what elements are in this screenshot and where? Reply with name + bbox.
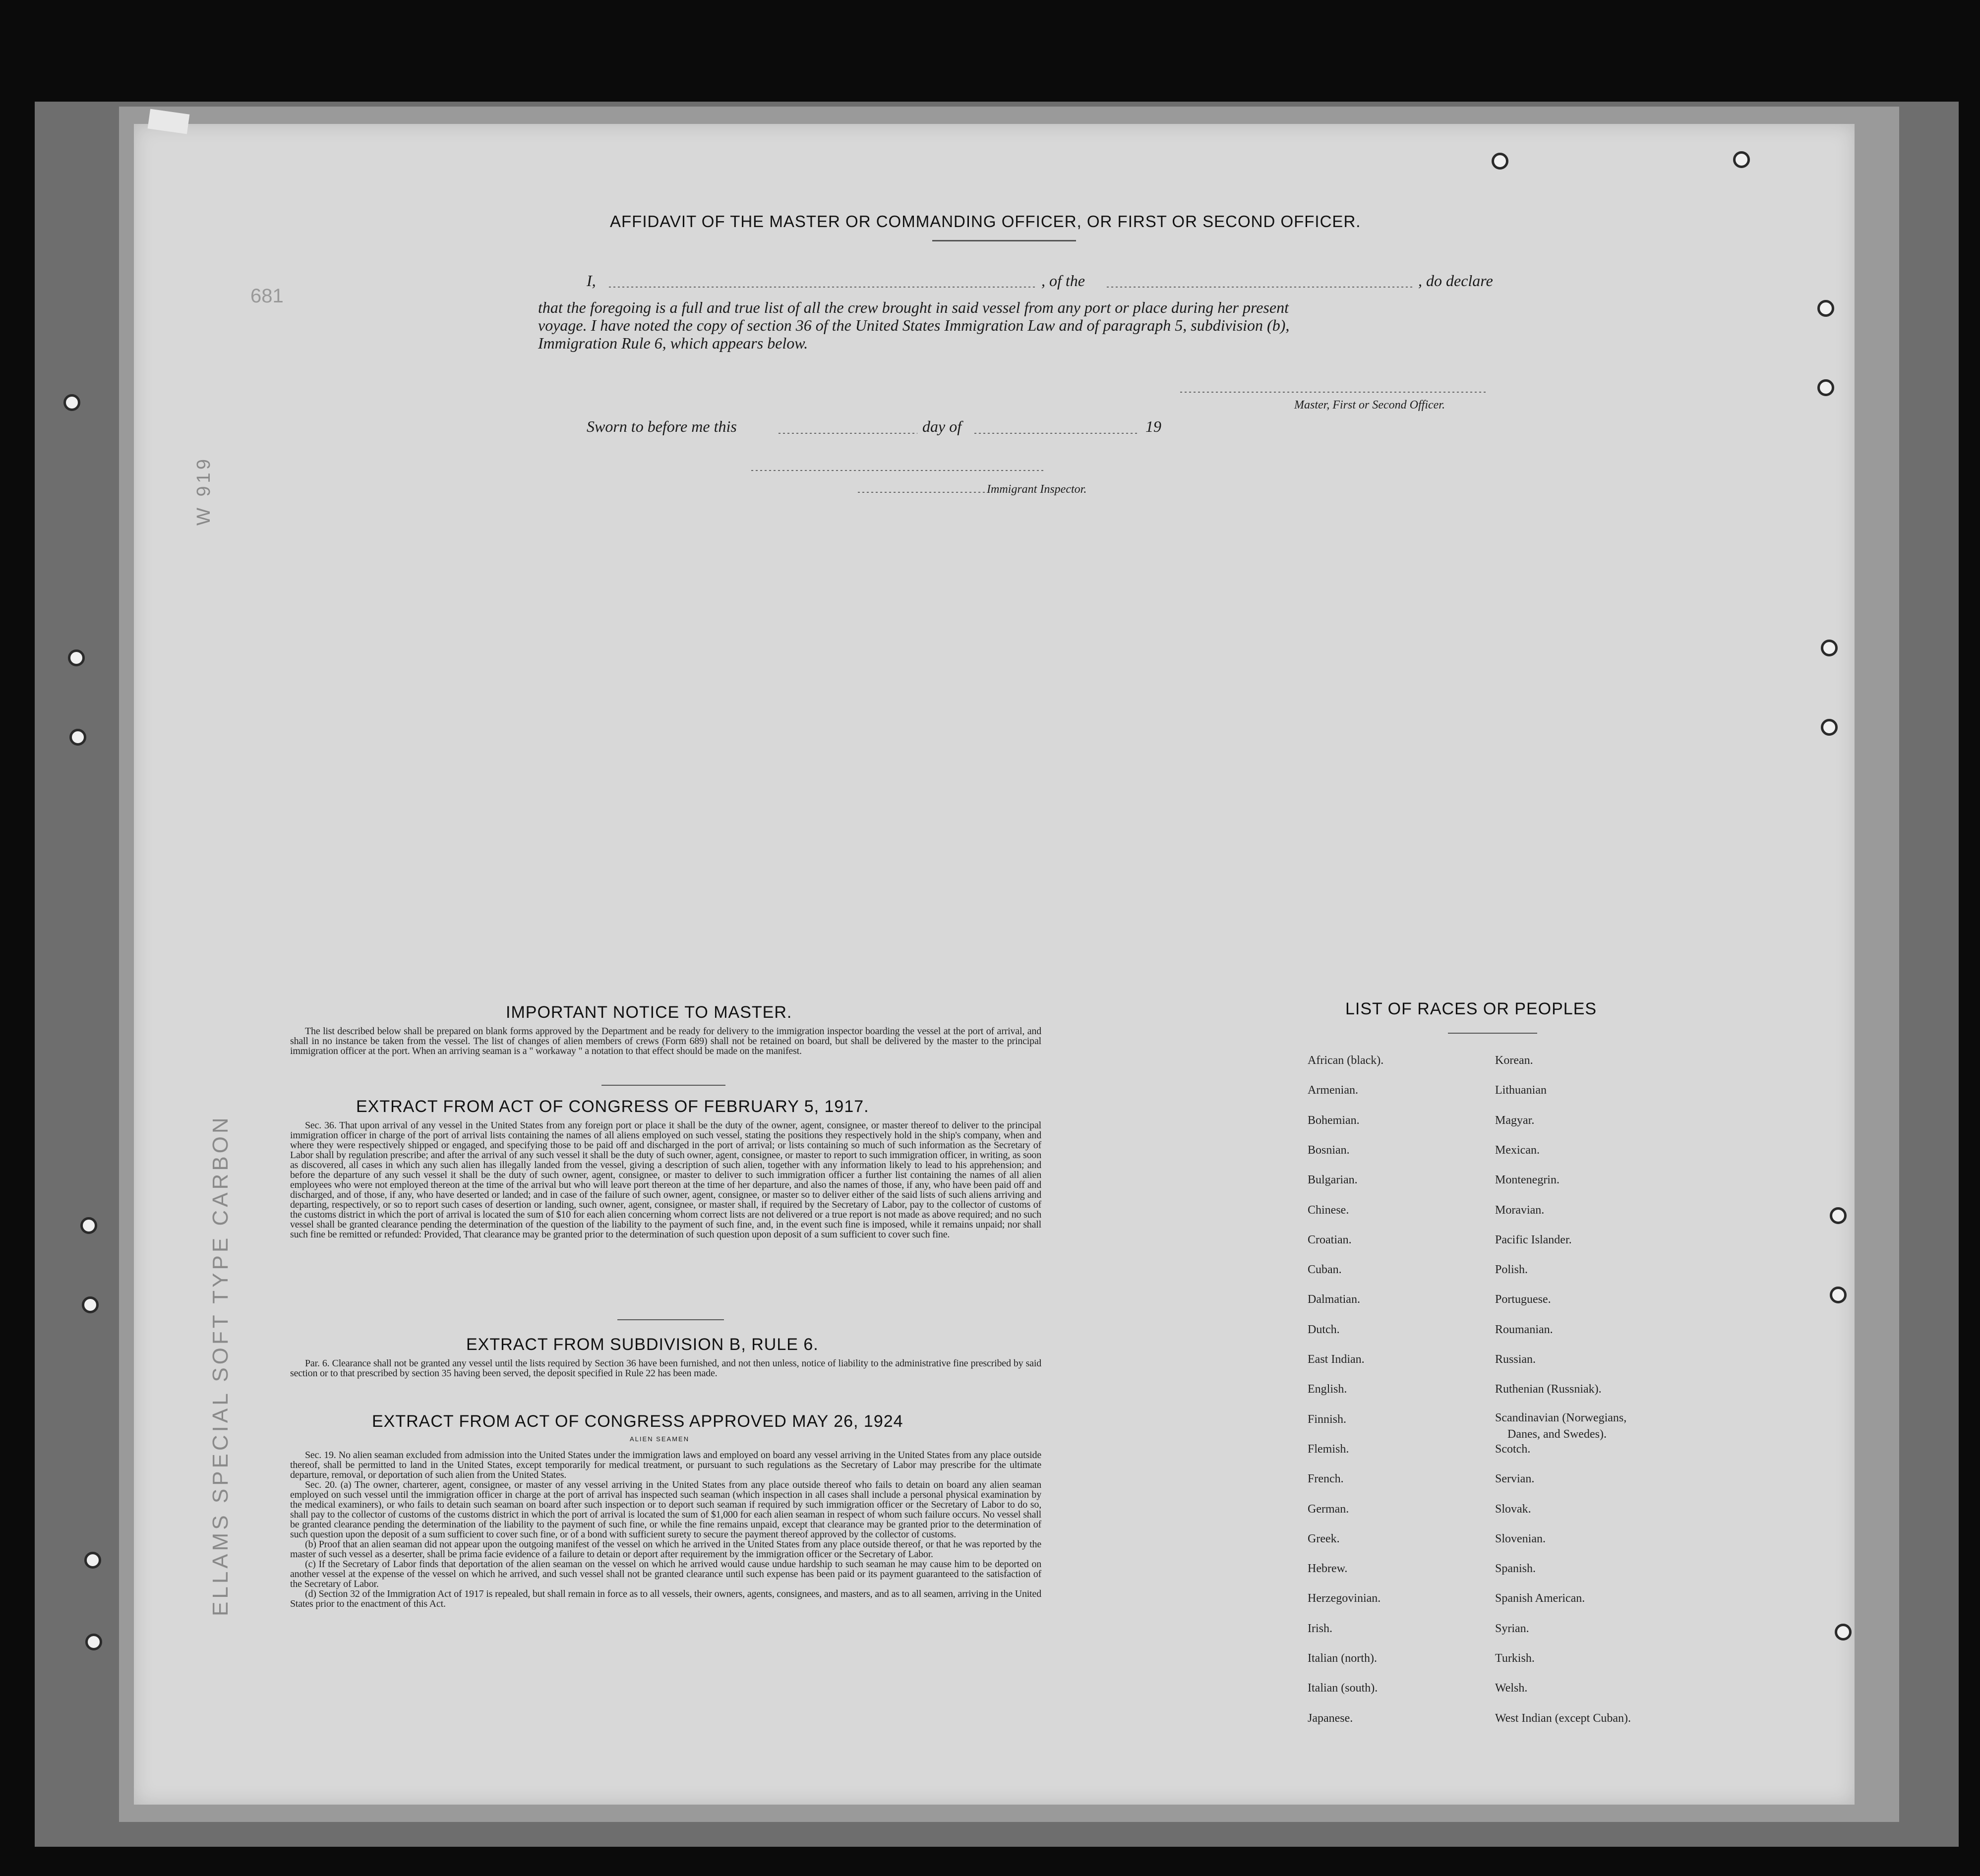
extract-1924-text bbox=[290, 1450, 1041, 1609]
affidavit-title: AFFIDAVIT OF THE MASTER OR COMMANDING OFFICER, OR FIRST OR SECOND OFFICER. bbox=[610, 212, 1361, 231]
extract-1917-text bbox=[290, 1120, 1041, 1239]
race-item: Lithuanian bbox=[1495, 1084, 1547, 1097]
race-item: Pacific Islander. bbox=[1495, 1233, 1572, 1246]
binder-hole bbox=[69, 729, 86, 746]
race-item: Portuguese. bbox=[1495, 1293, 1551, 1306]
margin-mark: W 919 bbox=[193, 456, 214, 526]
race-item: Croatian. bbox=[1308, 1233, 1352, 1246]
race-item: Roumanian. bbox=[1495, 1323, 1553, 1336]
race-item: Scotch. bbox=[1495, 1443, 1531, 1456]
inspector-line-2 bbox=[858, 492, 987, 493]
master-signature-label: Master, First or Second Officer. bbox=[1294, 399, 1445, 411]
binder-hole bbox=[1733, 151, 1750, 168]
affidavit-line2: voyage. I have noted the copy of section 36 of the United States Immigration Law and of paragraph 5, subdivision (b), bbox=[538, 316, 1290, 334]
race-item: Flemish. bbox=[1308, 1443, 1349, 1456]
race-item: English. bbox=[1308, 1383, 1347, 1396]
race-item: Dalmatian. bbox=[1308, 1293, 1360, 1306]
race-item: German. bbox=[1308, 1503, 1349, 1516]
year-prefix: 19 bbox=[1145, 417, 1161, 435]
extract-1917-title: EXTRACT FROM ACT OF CONGRESS OF FEBRUARY 5, 1917. bbox=[356, 1097, 869, 1116]
affidavit-line3: Immigration Rule 6, which appears below. bbox=[538, 334, 808, 352]
sworn-month-line bbox=[974, 433, 1138, 434]
affidavit-do-declare: , do declare bbox=[1418, 272, 1493, 290]
sworn-text: Sworn to before me this bbox=[587, 417, 737, 435]
subdivision-text bbox=[290, 1358, 1041, 1378]
sec20b-paragraph: (b) Proof that an alien seaman did not appear upon the outgoing manifest of the vessel on which he arrived in the United States from any place outside thereof, or that he was reported by the master of such vessel as a deserter, shall be prima facie evidence of a failure to detain or deport after requirement by the immigration officer or the Secretary of Labor. bbox=[290, 1539, 1041, 1560]
race-item: Russian. bbox=[1495, 1353, 1536, 1366]
binder-hole bbox=[1821, 719, 1838, 736]
race-item: Irish. bbox=[1308, 1622, 1332, 1635]
binder-hole bbox=[82, 1296, 99, 1313]
race-item: Dutch. bbox=[1308, 1323, 1340, 1336]
notice-text bbox=[290, 1026, 1041, 1056]
race-item: Japanese. bbox=[1308, 1712, 1353, 1725]
sec19-paragraph: Sec. 19. No alien seaman excluded from admission into the United States under the immigration laws and employed on board any vessel arriving in the United States from any place outside thereof, shall be permitted to land in the United States, except temporarily for medical treatment, or pursuant to such regulations as the Secretary of Labor may prescribe for the ultimate departure, removal, or deportation of such alien from the United States. bbox=[290, 1450, 1041, 1480]
race-item: Polish. bbox=[1495, 1263, 1528, 1276]
binder-hole bbox=[1817, 300, 1834, 317]
binder-hole bbox=[1835, 1624, 1852, 1641]
sec20d-paragraph: (d) Section 32 of the Immigration Act of 1917 is repealed, but shall remain in force as to all vessels, their owners, agents, consignees, and masters, and as to all seamen, arriving in the United States prior to the enactment of this Act. bbox=[290, 1588, 1041, 1609]
race-item: Greek. bbox=[1308, 1532, 1340, 1545]
race-item: Spanish. bbox=[1495, 1562, 1536, 1575]
race-item: Cuban. bbox=[1308, 1263, 1342, 1276]
vessel-line bbox=[1107, 287, 1414, 288]
race-item: Montenegrin. bbox=[1495, 1173, 1560, 1186]
binder-hole bbox=[80, 1217, 97, 1234]
inspector-line bbox=[751, 470, 1044, 471]
day-of-text: day of bbox=[922, 417, 962, 435]
race-item: Italian (north). bbox=[1308, 1652, 1377, 1665]
race-item: Bulgarian. bbox=[1308, 1173, 1358, 1186]
sec20a-paragraph: Sec. 20. (a) The owner, charterer, agent, consignee, or master of any vessel arriving in the United States from any place outside thereof who fails to detain on board any alien seaman employed on such vessel until the immigration officer in charge at the port of arrival has inspected such seaman (which inspection in all cases shall include a personal physical examination by the medical examiners), or who fails to detain such seaman on board after such inspection or to deport such seaman if required by such immigration officer or the Secretary of Labor to do so, shall pay to the collector of customs of the customs district in which the port of arrival is located the sum of $1,000 for each alien seaman in respect of whom such failure occurs. No vessel shall be granted clearance pending the determination of the liability to the payment of such fine, or while the fine remains unpaid, except that clearance may be granted prior to the determination of such question upon the deposit of a sum sufficient to cover such fine, or of a bond with sufficient surety to secure the payment thereof approved by the collector of customs. bbox=[290, 1479, 1041, 1540]
race-item: Herzegovinian. bbox=[1308, 1592, 1381, 1605]
binder-hole bbox=[1492, 153, 1508, 170]
race-item: Armenian. bbox=[1308, 1084, 1358, 1097]
binder-hole bbox=[1817, 379, 1834, 396]
binder-hole bbox=[63, 394, 80, 411]
name-line bbox=[609, 287, 1035, 288]
notice-title: IMPORTANT NOTICE TO MASTER. bbox=[506, 1003, 792, 1022]
race-item: Korean. bbox=[1495, 1054, 1533, 1067]
race-item: Slovak. bbox=[1495, 1503, 1531, 1516]
race-item: Syrian. bbox=[1495, 1622, 1529, 1635]
affidavit-of-the: , of the bbox=[1041, 272, 1085, 290]
race-item: Danes, and Swedes). bbox=[1507, 1428, 1607, 1441]
sec20c-paragraph: (c) If the Secretary of Labor finds that deportation of the alien seaman on the vessel on which he arrived would cause undue hardship to such seaman he may cause him to be deported on another vessel at the expense of the vessel on which he arrived, and such vessel shall not be granted clearance until such expense has been paid or its payment guaranteed to the satisfaction of the Secretary of Labor. bbox=[290, 1559, 1041, 1589]
races-title: LIST OF RACES OR PEOPLES bbox=[1345, 999, 1597, 1018]
binder-hole bbox=[84, 1552, 101, 1569]
extract-1917-paragraph: Sec. 36. That upon arrival of any vessel in the United States from any foreign port or place it shall be the duty of the owner, agent, consignee, or master thereof to deliver to the principal immigration officer in charge of the port of arrival lists containing the names of all aliens employed on such vessel, stating the positions they respectively hold in the ship's company, when and where they were respectively shipped or engaged, and specifying those to be paid off and discharged in the port of arrival; or lists containing so much of such information as the Secretary of Labor shall by regulation prescribe; and after the arrival of any such vessel it shall be the duty of such owner, agent, consignee, or master to report to such immigration officer, in writing, as soon as discovered, all cases in which any such alien has illegally landed from the vessel, giving a description of such alien, together with any information likely to lead to his apprehension; and before the departure of any such vessel it shall be the duty of such owner, agent, consignee, or master to deliver to such immigration officer a further list containing the names of all alien employees who were not employed thereon at the time of the arrival but who will leave port thereon at the time of her departure, and also the names of those, if any, who have been paid off and discharged, and of those, if any, who have deserted or landed; and in case of the failure of such owner, agent, consignee, or master so to deliver either of the said lists of such aliens arriving and departing, respectively, or so to report such cases of desertion or landing, such owner, agent, consignee, or master shall, if required by the Secretary of Labor, pay to the collector of customs of the customs district in which the port of arrival is located the sum of $10 for each alien concerning whom correct lists are not delivered or a true report is not made as above required; and no such vessel shall be granted clearance pending the determination of the question of the liability to the payment of such fine, and, in the event such fine is imposed, while it remains unpaid; nor shall such fine be remitted or refunded: Provided, That clearance may be granted prior to the determination of such question upon deposit of a sum sufficient to cover such fine. bbox=[290, 1120, 1041, 1240]
binder-hole bbox=[1830, 1287, 1847, 1303]
race-item: Chinese. bbox=[1308, 1204, 1349, 1217]
race-item: Moravian. bbox=[1495, 1204, 1545, 1217]
title-rule bbox=[932, 240, 1076, 241]
race-item: Hebrew. bbox=[1308, 1562, 1348, 1575]
race-item: Welsh. bbox=[1495, 1682, 1528, 1695]
races-rule bbox=[1448, 1033, 1537, 1034]
race-item: Scandinavian (Norwegians, bbox=[1495, 1411, 1627, 1424]
race-item: West Indian (except Cuban). bbox=[1495, 1712, 1631, 1725]
notice-paragraph: The list described below shall be prepared on blank forms approved by the Department and be ready for delivery to the immigration inspector boarding the vessel at the port of arrival, and shall in no instance be taken from the vessel. The list of changes of alien members of crews (Form 689) shall not be retained on board, but shall be delivered by the master to the principal immigration officer at the port. When an arriving seaman is a " workaway " a notation to that effect should be made on the manifest. bbox=[290, 1026, 1041, 1056]
race-item: Spanish American. bbox=[1495, 1592, 1585, 1605]
race-item: Mexican. bbox=[1495, 1144, 1540, 1157]
section-rule bbox=[601, 1085, 725, 1086]
alien-seamen-subtitle: ALIEN SEAMEN bbox=[630, 1435, 690, 1443]
subdivision-title: EXTRACT FROM SUBDIVISION B, RULE 6. bbox=[466, 1335, 819, 1354]
carbon-stamp: ELLAMS SPECIAL SOFT TYPE CARBON bbox=[208, 1114, 233, 1616]
race-item: Turkish. bbox=[1495, 1652, 1535, 1665]
inspector-label: Immigrant Inspector. bbox=[987, 483, 1087, 496]
race-item: Magyar. bbox=[1495, 1114, 1535, 1127]
affidavit-i: I, bbox=[587, 272, 596, 290]
binder-hole bbox=[1830, 1207, 1847, 1224]
signature-line bbox=[1180, 392, 1488, 393]
race-item: French. bbox=[1308, 1472, 1344, 1485]
binder-hole bbox=[85, 1634, 102, 1650]
race-item: East Indian. bbox=[1308, 1353, 1365, 1366]
subdivision-paragraph: Par. 6. Clearance shall not be granted any vessel until the lists required by Section 36 have been furnished, and not then unless, notice of liability to the administrative fine prescribed by said section or to that prescribed by section 35 having been served, the deposit specified in Rule 22 has been made. bbox=[290, 1358, 1041, 1379]
race-item: Finnish. bbox=[1308, 1413, 1347, 1426]
race-item: Bohemian. bbox=[1308, 1114, 1360, 1127]
race-item: African (black). bbox=[1308, 1054, 1384, 1067]
race-item: Italian (south). bbox=[1308, 1682, 1378, 1695]
race-item: Ruthenian (Russniak). bbox=[1495, 1383, 1602, 1396]
margin-mark: 681 bbox=[250, 285, 284, 307]
race-item: Servian. bbox=[1495, 1472, 1535, 1485]
affidavit-line1: that the foregoing is a full and true list of all the crew brought in said vessel from any port or place during her present bbox=[538, 298, 1289, 316]
binder-hole bbox=[68, 649, 85, 666]
sworn-day-line bbox=[779, 433, 917, 434]
section-rule bbox=[617, 1319, 724, 1320]
binder-hole bbox=[1821, 640, 1838, 656]
race-item: Slovenian. bbox=[1495, 1532, 1546, 1545]
extract-1924-title: EXTRACT FROM ACT OF CONGRESS APPROVED MAY 26, 1924 bbox=[372, 1412, 903, 1431]
race-item: Bosnian. bbox=[1308, 1144, 1350, 1157]
